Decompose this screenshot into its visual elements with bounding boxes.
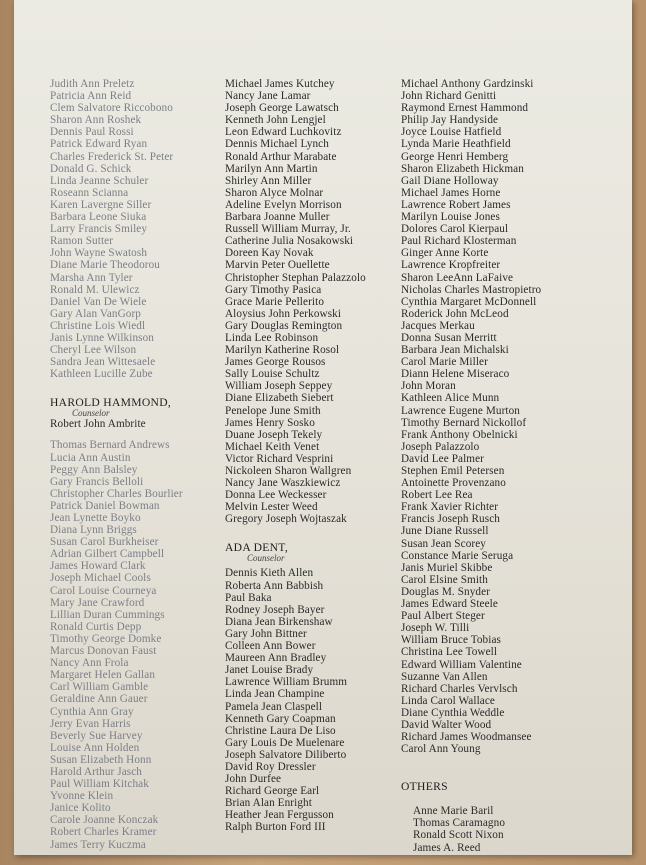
list-item: Joseph Salvatore Diliberto [225, 748, 347, 761]
list-item: Donna Susan Merritt [401, 331, 497, 344]
list-item: Robert John Ambrite [50, 418, 146, 431]
list-item: James Edward Steele [401, 598, 498, 611]
list-item: James George Rousos [225, 356, 326, 369]
list-item: Michael James Kutchey [225, 78, 335, 90]
list-item: James Henry Sosko [225, 416, 315, 429]
list-item: Diane Marie Theodorou [50, 259, 161, 272]
list-item: Patrick Edward Ryan [50, 138, 148, 151]
list-item: George Henri Hemberg [401, 150, 509, 163]
list-item: Paul William Kitchak [50, 778, 149, 791]
list-item: Edward William Valentine [401, 658, 522, 671]
list-item: Robert Charles Kramer [50, 826, 157, 839]
list-item: Carol Ann Young [401, 743, 481, 756]
list-item: Ronald Curtis Depp [50, 620, 142, 633]
list-item: Barbara Leone Siuka [50, 211, 147, 224]
list-item: John Wayne Swatosh [50, 247, 148, 260]
name-list [50, 439, 240, 850]
list-item: Duane Joseph Tekely [225, 428, 323, 441]
list-item: Nancy Ann Frola [50, 657, 129, 670]
list-item: Ramon Sutter [50, 235, 114, 248]
list-item: Thomas Bernard Andrews [50, 439, 170, 452]
list-item: Anne Marie Baril [413, 805, 494, 818]
list-item: Carl William Gamble [50, 681, 149, 694]
list-item: Adrian Gilbert Campbell [50, 548, 165, 561]
list-item: Linda Jeanne Schuler [50, 174, 149, 187]
list-item: Gary Douglas Remington [225, 319, 343, 332]
list-item: Jerry Evan Harris [50, 717, 131, 730]
list-item: Linda Lee Robinson [225, 331, 319, 344]
list-item: David Walter Wood [401, 718, 492, 731]
list-item: Frank Anthony Obelnicki [401, 428, 518, 441]
name-list [50, 78, 240, 380]
list-item: Cynthia Margaret McDonnell [401, 295, 537, 308]
list-item: Gregory Joseph Wojtaszak [225, 513, 347, 526]
list-item: Patrick Daniel Bowman [50, 499, 160, 512]
list-item: Grace Marie Pellerito [225, 295, 325, 308]
list-item: Sharon LeeAnn LaFaive [401, 271, 514, 284]
list-item: Marvin Peter Ouellette [225, 259, 330, 272]
list-item: David Lee Palmer [401, 452, 484, 465]
list-item: Dennis Paul Rossi [50, 126, 134, 139]
list-item: Marilyn Louise Jones [401, 211, 500, 224]
list-item: Charles Frederick St. Peter [50, 150, 174, 163]
list-item: Stephen Emil Petersen [401, 465, 505, 477]
list-item: Christopher Charles Bourlier [50, 487, 183, 500]
list-item: Dennis Kieth Allen [225, 567, 314, 580]
list-item: Paul Richard Klosterman [401, 235, 517, 248]
list-item: James A. Reed [413, 841, 481, 854]
list-item: Maureen Ann Bradley [225, 652, 327, 665]
list-item: Robert Lee Rea [401, 489, 473, 502]
list-item: Lawrence Eugene Murton [401, 404, 520, 417]
list-item: Richard Charles Vervlsch [401, 682, 518, 695]
name-list [401, 78, 591, 755]
list-item: Leon Edward Luchkovitz [225, 126, 342, 139]
list-item: Ronald Scott Nixon [413, 829, 504, 842]
list-item: Marcus Donovan Faust [50, 645, 157, 658]
list-item: Daniel Van De Wiele [50, 295, 147, 308]
list-item: Joyce Louise Hatfield [401, 126, 502, 139]
counselor-title: Counselor [247, 553, 285, 564]
list-item: Ronald Arthur Marabate [225, 150, 337, 163]
list-item: Carol Elsine Smith [401, 573, 488, 586]
list-item: Barbara Joanne Muller [225, 211, 330, 224]
counselor-heading: ADA DENT, [225, 541, 289, 555]
others-heading: OTHERS [401, 780, 448, 794]
list-item: Gary John Bittner [225, 627, 307, 640]
list-item: Joseph Michael Cools [50, 572, 151, 585]
list-item: Nicholas Charles Mastropietro [401, 283, 542, 296]
list-item: Colleen Ann Bower [225, 640, 316, 653]
list-item: Diane Cynthia Weddle [401, 706, 505, 719]
list-item: Kathleen Lucille Zube [50, 368, 153, 381]
list-item: Melvin Lester Weed [225, 501, 318, 514]
column-3 [401, 78, 591, 854]
list-item: Diane Elizabeth Siebert [225, 392, 334, 405]
list-item: Karen Lavergne Siller [50, 198, 152, 211]
list-item: Michael Keith Venet [225, 440, 320, 453]
list-item: Dolores Carol Kierpaul [401, 223, 509, 236]
list-item: Linda Carol Wallace [401, 694, 495, 707]
name-list [225, 567, 415, 833]
list-item: Susan Elizabeth Honn [50, 753, 152, 766]
counselor-title: Counselor [72, 408, 110, 419]
list-item: Christopher Stephan Palazzolo [225, 271, 366, 284]
list-item: Lawrence Robert James [401, 198, 511, 211]
list-item: Francis Joseph Rusch [401, 513, 500, 526]
list-item: Harold Arthur Jasch [50, 765, 143, 778]
list-item: Carol Louise Courneya [50, 584, 157, 597]
list-item: Brian Alan Enright [225, 797, 312, 810]
list-item: James Terry Kuczma [50, 838, 146, 851]
list-item: Douglas M. Snyder [401, 585, 491, 598]
list-item: John Durfee [225, 773, 282, 786]
list-item: Donald G. Schick [50, 162, 132, 175]
list-item: Barbara Jean Michalski [401, 344, 509, 357]
list-item: Ralph Burton Ford III [225, 821, 326, 834]
list-item: Ronald M. Ulewicz [50, 283, 140, 296]
list-item: Roseann Scianna [50, 186, 129, 199]
list-item: Beverly Sue Harvey [50, 729, 143, 742]
name-list [401, 805, 591, 853]
list-item: Sharon Elizabeth Hickman [401, 162, 524, 175]
list-item: Gary Francis Belloli [50, 475, 144, 488]
list-item: Lynda Marie Heathfield [401, 138, 511, 151]
list-item: Janice Kolito [50, 802, 111, 815]
list-item: Richard James Woodmansee [401, 731, 532, 744]
list-item: David Roy Dressler [225, 760, 316, 773]
list-item: William Joseph Seppey [225, 380, 333, 393]
list-item: Joseph W. Tilli [401, 622, 470, 635]
list-item: Christina Lee Towell [401, 646, 498, 659]
list-item: June Diane Russell [401, 525, 489, 538]
list-item: Jean Lynette Boyko [50, 512, 141, 524]
list-item: Sandra Jean Wittesaele [50, 356, 156, 369]
list-item: Joseph Palazzolo [401, 440, 480, 453]
list-item: Marilyn Ann Martin [225, 162, 318, 175]
list-item: Doreen Kay Novak [225, 247, 314, 260]
list-item: Janet Louise Brady [225, 664, 314, 677]
list-item: Sally Louise Schultz [225, 368, 320, 381]
list-item: Cheryl Lee Wilson [50, 344, 137, 357]
list-item: Ginger Anne Korte [401, 247, 489, 260]
list-item: Carol Marie Miller [401, 356, 488, 369]
list-item: Marilyn Katherine Rosol [225, 344, 340, 357]
counselor-heading: HAROLD HAMMOND, [50, 396, 172, 410]
list-item: Janis Lynne Wilkinson [50, 331, 154, 344]
list-item: Peggy Ann Balsley [50, 463, 138, 476]
list-item: Lucia Ann Austin [50, 451, 131, 464]
list-item: Yvonne Klein [50, 790, 114, 803]
list-item: James Howard Clark [50, 560, 146, 573]
list-item: Roberta Ann Babbish [225, 579, 324, 592]
list-item: Joseph George Lawatsch [225, 102, 339, 115]
list-item: Diana Lynn Briggs [50, 524, 137, 537]
list-item: Penelope June Smith [225, 404, 321, 417]
list-item: Gary Timothy Pasica [225, 283, 322, 296]
list-item: Paul Albert Steger [401, 610, 485, 623]
list-item: Patricia Ann Reid [50, 90, 132, 103]
list-item: Janis Muriel Skibbe [401, 561, 493, 574]
list-item: Lawrence Kropfreiter [401, 259, 501, 272]
name-list [225, 78, 415, 525]
list-item: Cynthia Ann Gray [50, 705, 134, 718]
list-item: Catherine Julia Nosakowski [225, 235, 354, 248]
program-page [14, 0, 632, 855]
list-item: Roderick John McLeod [401, 307, 509, 320]
list-item: Christine Lois Wiedl [50, 319, 146, 332]
list-item: Sharon Alyce Molnar [225, 186, 324, 199]
list-item: Susan Jean Scorey [401, 537, 486, 550]
list-item: Marsha Ann Tyler [50, 271, 133, 284]
list-item: Shirley Ann Miller [225, 174, 312, 187]
list-item: Jacques Merkau [401, 319, 475, 332]
list-item: Raymond Ernest Hammond [401, 102, 529, 115]
column-1 [50, 78, 240, 851]
list-item: Gary Louis De Muelenare [225, 736, 345, 749]
list-item: Diann Helene Miseraco [401, 368, 510, 381]
list-item: John Moran [401, 380, 456, 393]
list-item: Rodney Joseph Bayer [225, 603, 325, 616]
list-item: Mary Jane Crawford [50, 596, 145, 609]
list-item: Adeline Evelyn Morrison [225, 198, 342, 211]
list-item: Michael Anthony Gardzinski [401, 78, 534, 90]
list-item: Geraldine Ann Gauer [50, 693, 148, 706]
list-item: Thomas Caramagno [413, 817, 506, 830]
list-item: Lillian Duran Cummings [50, 608, 165, 621]
list-item: Heather Jean Fergusson [225, 809, 334, 822]
list-item: Christine Laura De Liso [225, 724, 336, 737]
list-item: Timothy George Domke [50, 632, 162, 645]
list-item: Gary Alan VanGorp [50, 307, 141, 320]
list-item: Sharon Ann Roshek [50, 114, 142, 127]
list-item: Timothy Bernard Nickollof [401, 416, 527, 429]
list-item: Constance Marie Seruga [401, 549, 514, 562]
list-item: Donna Lee Weckesser [225, 489, 327, 502]
list-item: Judith Ann Preletz [50, 78, 135, 90]
list-item: Nancy Jane Lamar [225, 90, 311, 103]
list-item: Dennis Michael Lynch [225, 138, 329, 151]
list-item: Nickoleen Sharon Wallgren [225, 465, 352, 477]
list-item: Margaret Helen Gallan [50, 669, 156, 682]
list-item: Frank Xavier Richter [401, 501, 499, 514]
list-item: Philip Jay Handyside [401, 114, 499, 127]
list-item: Nancy Jane Waszkiewicz [225, 477, 341, 490]
list-item: Aloysius John Perkowski [225, 307, 342, 320]
list-item: Kathleen Alice Munn [401, 392, 500, 405]
list-item: Larry Francis Smiley [50, 223, 148, 236]
list-item: Susan Carol Burkheiser [50, 536, 159, 549]
list-item: Kenneth Gary Coapman [225, 712, 336, 725]
list-item: Linda Jean Champine [225, 688, 325, 701]
list-item: Pamela Jean Claspell [225, 700, 323, 713]
list-item: Richard George Earl [225, 785, 320, 798]
list-item: Diana Jean Birkenshaw [225, 615, 333, 628]
column-2 [225, 78, 415, 834]
list-item: Victor Richard Vesprini [225, 452, 334, 465]
list-item: Paul Baka [225, 591, 272, 604]
list-item: Kenneth John Lengjel [225, 114, 326, 127]
list-item: William Bruce Tobias [401, 634, 501, 647]
list-item: Russell William Murray, Jr. [225, 223, 351, 236]
list-item: John Richard Genitti [401, 90, 497, 103]
list-item: Clem Salvatore Riccobono [50, 102, 173, 115]
list-item: Suzanne Van Allen [401, 670, 488, 683]
list-item: Louise Ann Holden [50, 741, 140, 754]
list-item: Lawrence William Brumm [225, 676, 348, 689]
list-item: Gail Diane Holloway [401, 174, 499, 187]
list-item: Michael James Horne [401, 186, 501, 199]
list-item: Carole Joanne Konczak [50, 814, 159, 827]
list-item: Antoinette Provenzano [401, 477, 506, 490]
